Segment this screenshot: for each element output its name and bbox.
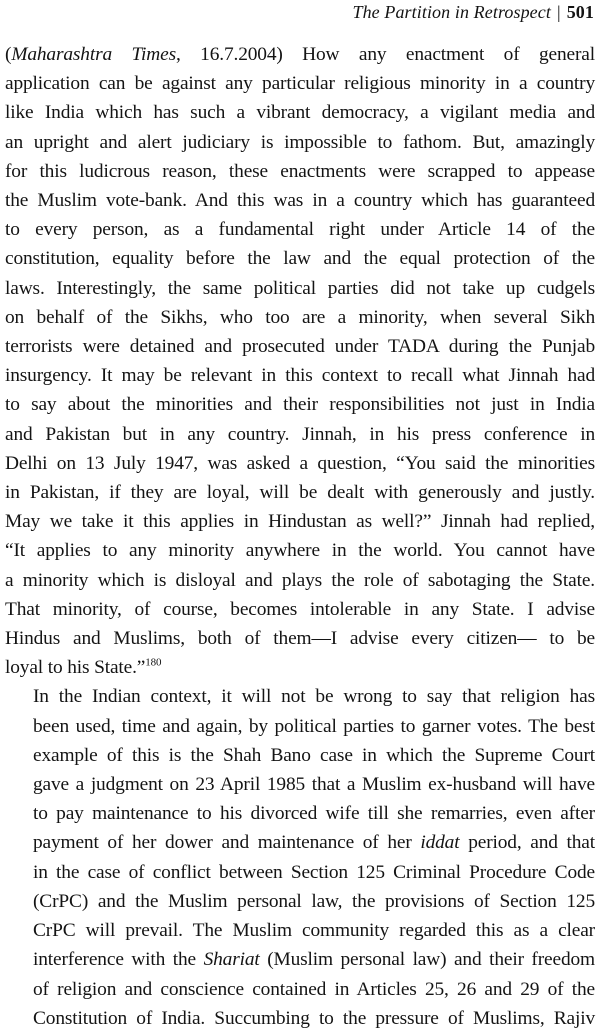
text-line: on behalf of the Sikhs, who too are a minority, when several Sikh: [5, 306, 595, 328]
text-line: Constitution of India. Succumbing to the pressure of Muslims, Rajiv: [33, 1007, 595, 1029]
text-line: payment of her dower and maintenance of her iddat period, and that: [33, 832, 595, 854]
text-line: to say about the minorities and their responsibilities not just in India: [5, 394, 595, 416]
citation-source: Maharashtra Times: [11, 44, 176, 65]
text-line: example of this is the Shah Bano case in which the Supreme Court: [33, 744, 595, 766]
text-line: interference with the Shariat (Muslim personal law) and their freedom: [33, 949, 595, 971]
text-line: Hindus and Muslims, both of them—I advise every citizen— to be: [5, 628, 595, 650]
text-line: terrorists were detained and prosecuted under TADA during the Punjab: [5, 336, 595, 358]
text-line: a minority which is disloyal and plays the role of sabotaging the State.: [5, 569, 595, 591]
italic-term: Shariat: [203, 949, 260, 971]
text-line: an upright and alert judiciary is impossible to fathom. But, amazingly: [5, 131, 595, 153]
text-line: to every person, as a fundamental right under Article 14 of the: [5, 219, 595, 241]
text-line: CrPC will prevail. The Muslim community regarded this as a clear: [33, 920, 595, 942]
running-head-title: The Partition in Retrospect: [352, 2, 551, 22]
text-line: laws. Interestingly, the same political parties did not take up cudgels: [5, 277, 595, 299]
text-line: the Muslim vote-bank. And this was in a country which has guaranteed: [5, 190, 595, 212]
text-line: been used, time and again, by political parties to garner votes. The best: [33, 715, 595, 737]
text-line: loyal to his State.”$^{180}$: [5, 656, 162, 679]
text-line: and Pakistan but in any country. Jinnah, in his press conference in: [5, 423, 595, 445]
text-line: insurgency. It may be relevant in this context to recall what Jinnah had: [5, 365, 595, 387]
running-head: [352, 2, 594, 23]
italic-term: iddat: [420, 832, 460, 854]
text-line: in Pakistan, if they are loyal, will be dealt with generously and justly.: [5, 482, 595, 504]
text-line: Delhi on 13 July 1947, was asked a question, “You said the minorities: [5, 452, 595, 474]
running-head-separator: |: [556, 2, 561, 22]
text-line: in the case of conflict between Section 125 Criminal Procedure Code: [33, 861, 595, 883]
text-line: like India which has such a vibrant democracy, a vigilant media and: [5, 102, 595, 124]
text-line: application can be against any particular religious minority in a country: [5, 73, 595, 95]
text-line: of religion and conscience contained in Articles 25, 26 and 29 of the: [33, 978, 595, 1000]
text-line: (Maharashtra Times, 16.7.2004) How any enactment of general: [5, 44, 596, 65]
text-line: (CrPC) and the Muslim personal law, the provisions of Section 125: [33, 890, 595, 912]
text-line: for this ludicrous reason, these enactments were scrapped to appease: [5, 160, 595, 182]
text-line: constitution, equality before the law and the equal protection of the: [5, 248, 595, 270]
text-line: May we take it this applies in Hindustan as well?” Jinnah had replied,: [5, 511, 595, 533]
text-line: In the Indian context, it will not be wrong to say that religion has: [33, 686, 595, 708]
paragraph-2: [5, 682, 595, 1032]
text-line: “It applies to any minority anywhere in the world. You cannot have: [5, 540, 595, 562]
body-text: [5, 40, 595, 1033]
paragraph-1: [5, 40, 595, 682]
text-line: to pay maintenance to his divorced wife till she remarries, even after: [33, 803, 595, 825]
text-line: That minority, of course, becomes intolerable in any State. I advise: [5, 598, 595, 620]
footnote-marker: 180: [145, 656, 162, 669]
text-line: gave a judgment on 23 April 1985 that a Muslim ex-husband will have: [33, 774, 595, 796]
page-number: 501: [566, 2, 594, 22]
